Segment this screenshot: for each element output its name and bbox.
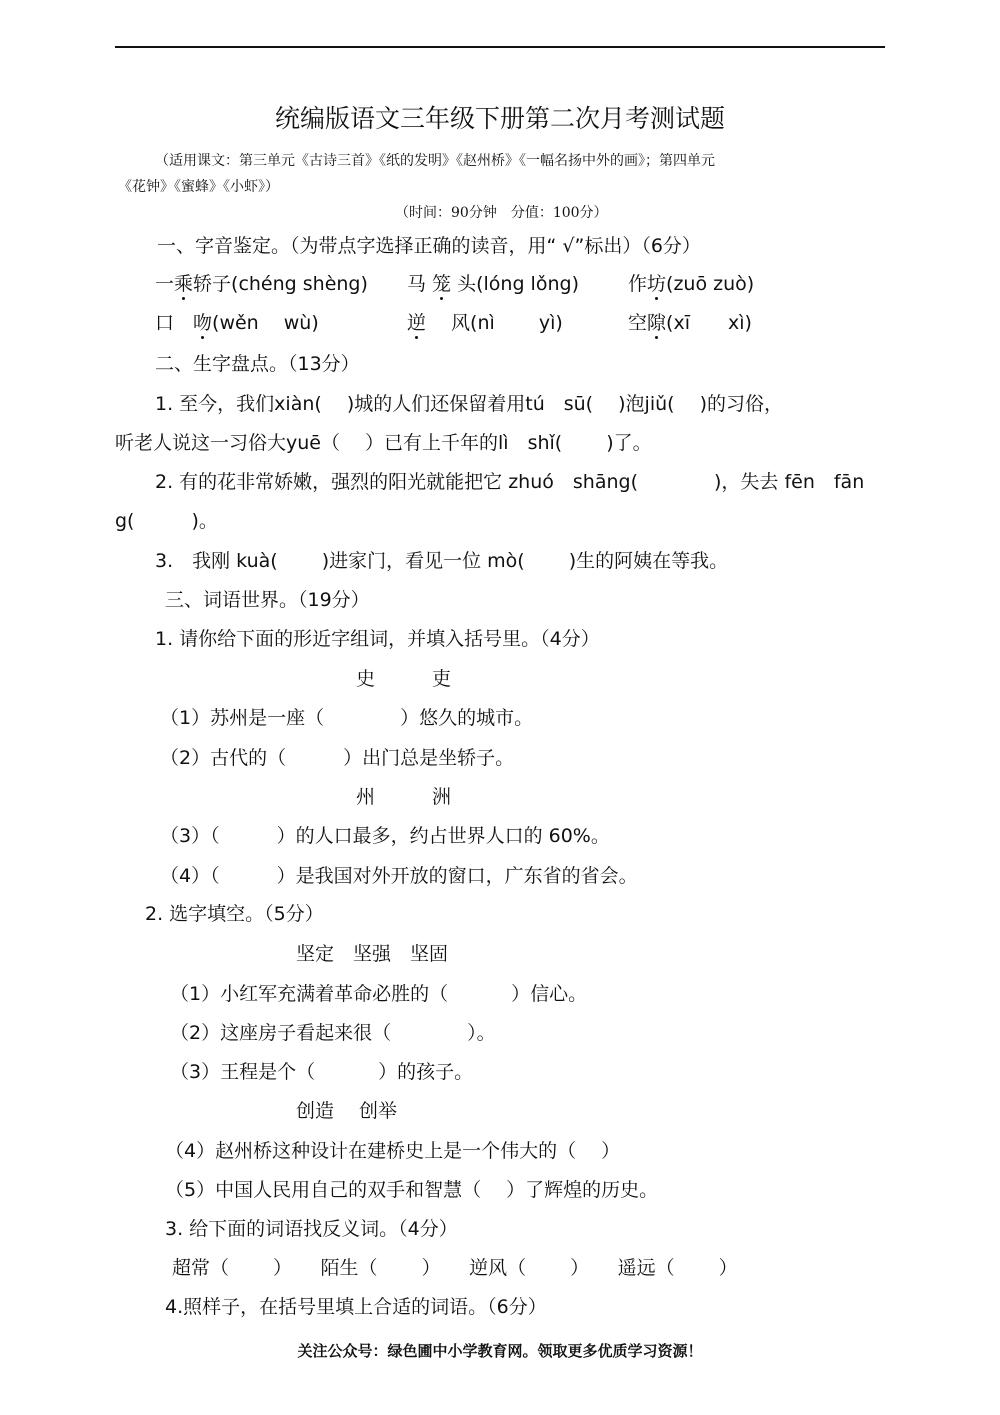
dotted-char: 乘 xyxy=(174,273,194,295)
dotted-char: 隙 xyxy=(647,312,667,334)
question-2-1-line-2: 听老人说这一习俗大yuē（ ）已有上千年的lì shǐ( )了。 xyxy=(115,432,652,454)
char-pair-1: 史 吏 xyxy=(356,668,452,690)
question-2-3: 3. 我刚 kuà( )进家门，看见一位 mò( )生的阿姨在等我。 xyxy=(155,550,729,572)
scope-line-1: （适用课文：第三单元《古诗三首》《纸的发明》《赵州桥》《一幅名扬中外的画》；第四单元 xyxy=(155,153,715,169)
antonym-items: 超常（ ） 陌生（ ） 逆风（ ） 遥远（ ） xyxy=(172,1257,738,1279)
part-2-item-3: （3）王程是个（ ）的孩子。 xyxy=(170,1061,474,1083)
part-1-item-4: （4）（ ）是我国对外开放的窗口，广东省的省会。 xyxy=(160,865,638,887)
footer-notice: 关注公众号：绿色圃中小学教育网。领取更多优质学习资源！ xyxy=(297,1342,703,1360)
char-pair-2: 州 洲 xyxy=(356,786,452,808)
scope-line-2: 《花钟》《蜜蜂》《小虾》） xyxy=(118,179,279,195)
part-1-item-1: （1）苏州是一座（ ）悠久的城市。 xyxy=(160,707,534,729)
question-2-2-line-1: 2. 有的花非常娇嫩，强烈的阳光就能把它 zhuó shāng( )，失去 fēn fān xyxy=(155,471,865,493)
part-2-item-1: （1）小红军充满着革命必胜的（ ）信心。 xyxy=(170,983,588,1005)
time-info: （时间：90分钟 分值：100分） xyxy=(395,205,608,221)
part-1-item-2: （2）古代的（ ）出门总是坐轿子。 xyxy=(160,747,515,769)
part-1-heading: 1. 请你给下面的形近字组词，并填入括号里。（4分） xyxy=(155,628,600,650)
word-choices-2: 创造 创举 xyxy=(296,1100,398,1122)
word-choices-1: 坚定 坚强 坚固 xyxy=(296,943,449,965)
part-2-item-5: （5）中国人民用自己的双手和智慧（ ）了辉煌的历史。 xyxy=(165,1179,659,1201)
section-1-heading: 一、字音鉴定。（为带点字选择正确的读音，用“ √”标出）（6分） xyxy=(157,235,701,257)
pinyin-item: 马 笼 头(lóng lǒng) xyxy=(407,273,579,295)
question-2-1-line-1: 1. 至今，我们xiàn( )城的人们还保留着用tú sū( )泡jiǔ( )的习俗， xyxy=(155,393,784,415)
dotted-char: 笼 xyxy=(432,273,452,295)
pinyin-item: 空隙(xī xì) xyxy=(628,312,752,334)
part-2-item-2: （2）这座房子看起来很（ ）。 xyxy=(170,1022,496,1044)
pinyin-item: 口 吻(wěn wù) xyxy=(155,312,319,334)
part-2-item-4: （4）赵州桥这种设计在建桥史上是一个伟大的（ ） xyxy=(165,1140,621,1162)
pinyin-item: 逆 风(nì yì) xyxy=(407,312,563,334)
section-2-heading: 二、生字盘点。（13分） xyxy=(155,353,360,375)
dotted-char: 坊 xyxy=(647,273,667,295)
pinyin-item: 作坊(zuō zuò) xyxy=(628,273,755,295)
section-3-heading: 三、词语世界。（19分） xyxy=(165,589,370,611)
dotted-char: 吻 xyxy=(193,312,213,334)
part-1-item-3: （3）（ ）的人口最多，约占世界人口的 60%。 xyxy=(160,825,610,847)
dotted-char: 逆 xyxy=(407,312,427,334)
part-4-heading: 4.照样子，在括号里填上合适的词语。（6分） xyxy=(165,1296,547,1318)
question-2-2-line-2: g( )。 xyxy=(115,510,218,532)
page-title: 统编版语文三年级下册第二次月考测试题 xyxy=(274,104,725,133)
part-2-heading: 2. 选字填空。（5分） xyxy=(145,903,324,925)
pinyin-item: 一乘轿子(chéng shèng) xyxy=(155,273,368,295)
part-3-heading: 3. 给下面的词语找反义词。（4分） xyxy=(165,1218,458,1240)
top-rule xyxy=(115,46,885,48)
